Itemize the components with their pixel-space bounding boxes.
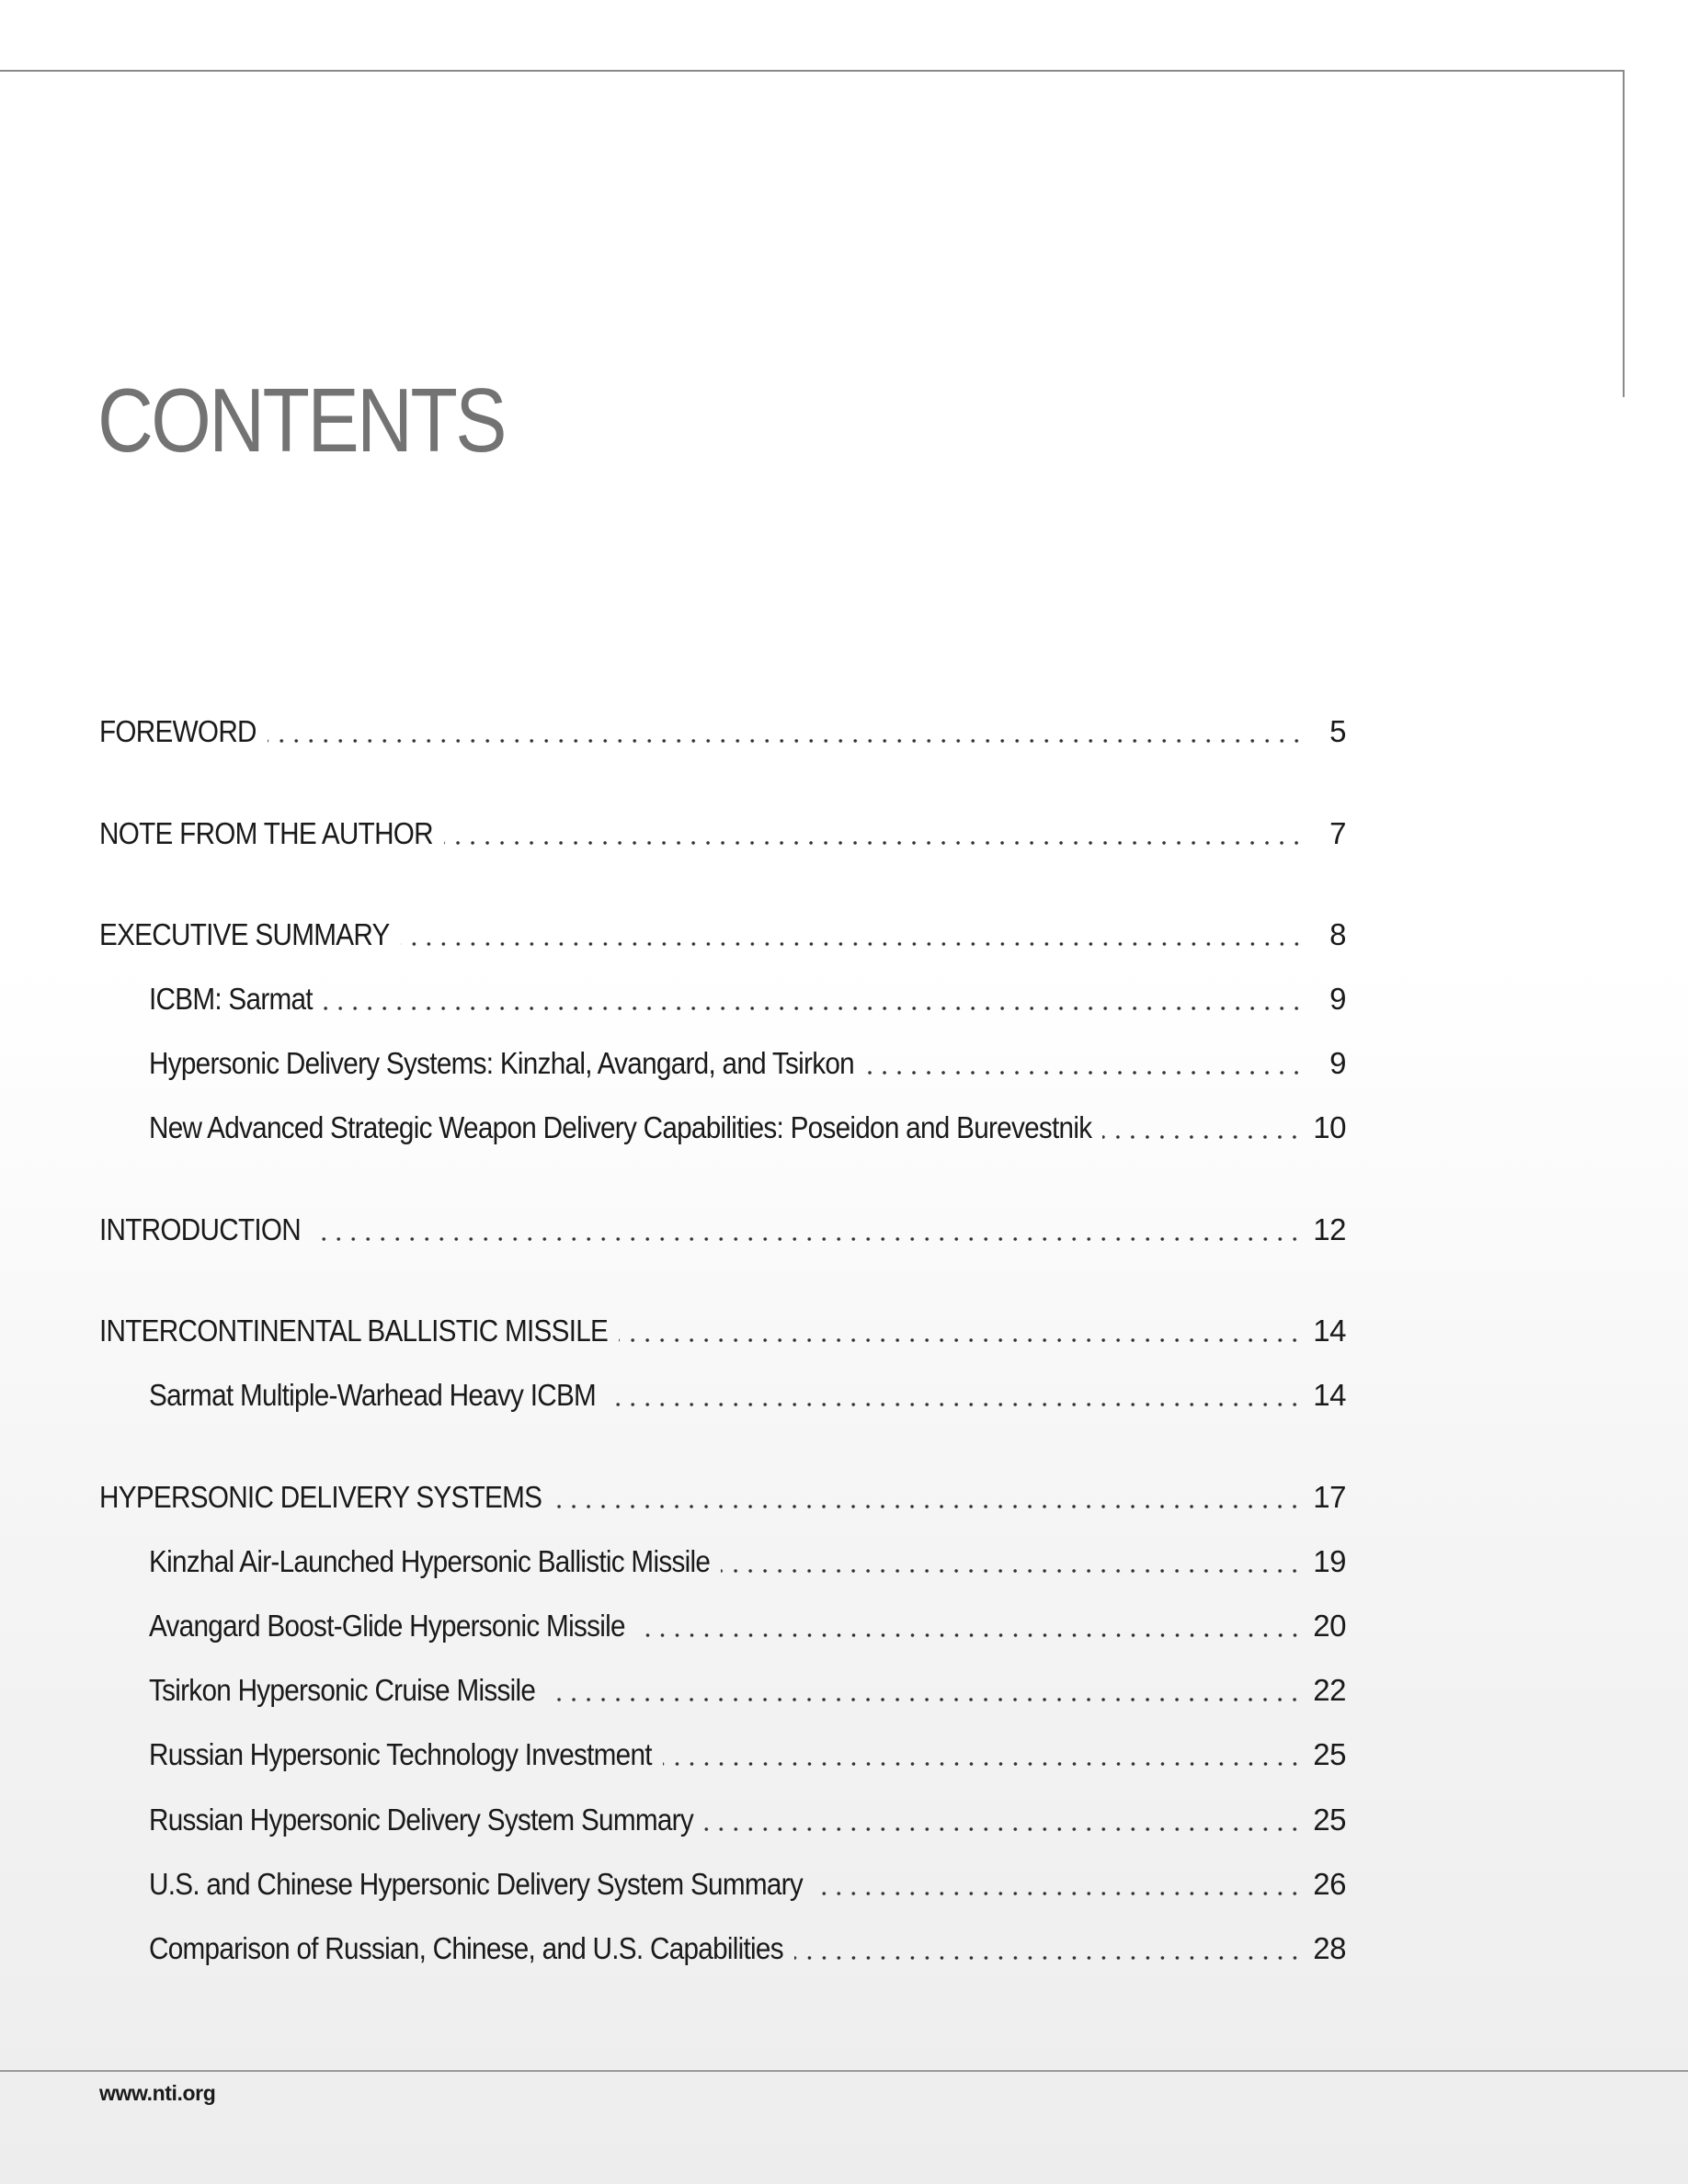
toc-entry-page: 14 [1313,1314,1346,1348]
toc-subentry[interactable] [149,968,1346,1014]
top-border-rule [0,70,1625,72]
toc-subentry[interactable] [149,1853,1346,1899]
toc-entry-page: 28 [1313,1931,1346,1965]
toc-subentry[interactable] [149,1097,1346,1143]
toc-entry[interactable] [99,700,1346,746]
toc-entry-label: Tsirkon Hypersonic Cruise Missile [149,1673,536,1707]
toc-entry-page: 22 [1313,1673,1346,1707]
toc-leader-dots [607,1403,1302,1406]
toc-subentry[interactable] [149,1917,1346,1963]
toc-entry-page: 14 [1313,1378,1346,1412]
footer-url-link[interactable]: www.nti.org [99,2081,216,2105]
toc-entry-label: FOREWORD [99,714,257,748]
toc-leader-dots [553,1505,1302,1508]
toc-leader-dots [546,1698,1302,1701]
toc-entry-page: 17 [1313,1480,1346,1514]
toc-entry-label: Kinzhal Air-Launched Hypersonic Ballistic Missile [149,1544,711,1578]
page-title: CONTENTS [97,370,505,471]
toc-leader-dots [401,942,1304,946]
toc-entry[interactable] [99,802,1346,848]
toc-entry-page: 5 [1329,714,1346,748]
toc-entry-label: Sarmat Multiple-Warhead Heavy ICBM [149,1378,597,1412]
toc-entry-page: 25 [1313,1737,1346,1771]
toc-entry-page: 26 [1313,1867,1346,1901]
right-border-rule [1623,70,1625,397]
toc-entry[interactable] [99,1199,1346,1245]
toc-leader-dots [619,1338,1302,1342]
toc-entry-page: 19 [1313,1544,1346,1578]
toc-entry-label: Hypersonic Delivery Systems: Kinzhal, Avangard, and Tsirkon [149,1046,854,1080]
toc-entry-page: 9 [1329,982,1346,1016]
toc-entry-label: Russian Hypersonic Technology Investment [149,1737,652,1771]
toc-subentry[interactable] [149,1789,1346,1835]
toc-subentry[interactable] [149,1364,1346,1410]
toc-entry-page: 10 [1313,1110,1346,1144]
toc-leader-dots [704,1827,1302,1831]
toc-entry-page: 7 [1329,816,1346,850]
toc-entry-label: NOTE FROM THE AUTHOR [99,816,433,850]
toc-entry-label: ICBM: Sarmat [149,982,313,1016]
toc-entry-label: INTERCONTINENTAL BALLISTIC MISSILE [99,1314,609,1348]
toc-entry[interactable] [99,904,1346,950]
toc-leader-dots [268,739,1304,743]
toc-entry[interactable] [99,1466,1346,1512]
toc-entry-page: 8 [1329,917,1346,951]
toc-leader-dots [324,1007,1304,1010]
toc-entry[interactable] [99,1300,1346,1346]
toc-leader-dots [636,1633,1303,1637]
toc-entry-label: INTRODUCTION [99,1212,302,1246]
toc-entry-label: EXECUTIVE SUMMARY [99,917,390,951]
toc-entry-page: 9 [1329,1046,1346,1080]
toc-entry-label: Avangard Boost-Glide Hypersonic Missile [149,1609,625,1643]
toc-entry-page: 12 [1313,1212,1346,1246]
toc-leader-dots [1102,1135,1302,1139]
toc-subentry[interactable] [149,1595,1346,1641]
toc-entry-label: U.S. and Chinese Hypersonic Delivery System Summary [149,1867,803,1901]
toc-leader-dots [663,1762,1302,1766]
toc-leader-dots [865,1071,1304,1075]
toc-entry-label: Russian Hypersonic Delivery System Summary [149,1803,693,1837]
toc-subentry[interactable] [149,1723,1346,1769]
toc-leader-dots [312,1237,1302,1241]
toc-leader-dots [794,1956,1302,1960]
footer-rule [0,2070,1688,2072]
toc-entry-label: Comparison of Russian, Chinese, and U.S. Capabilities [149,1931,783,1965]
toc-subentry[interactable] [149,1032,1346,1078]
toc-leader-dots [814,1892,1302,1895]
toc-entry-label: HYPERSONIC DELIVERY SYSTEMS [99,1480,542,1514]
toc-entry-label: New Advanced Strategic Weapon Delivery Capabilities: Poseidon and Burevestnik [149,1110,1092,1144]
toc-entry-page: 25 [1313,1803,1346,1837]
toc-subentry[interactable] [149,1659,1346,1705]
toc-entry-page: 20 [1313,1609,1346,1643]
toc-subentry[interactable] [149,1530,1346,1576]
toc-leader-dots [721,1569,1302,1573]
toc-leader-dots [444,841,1304,845]
